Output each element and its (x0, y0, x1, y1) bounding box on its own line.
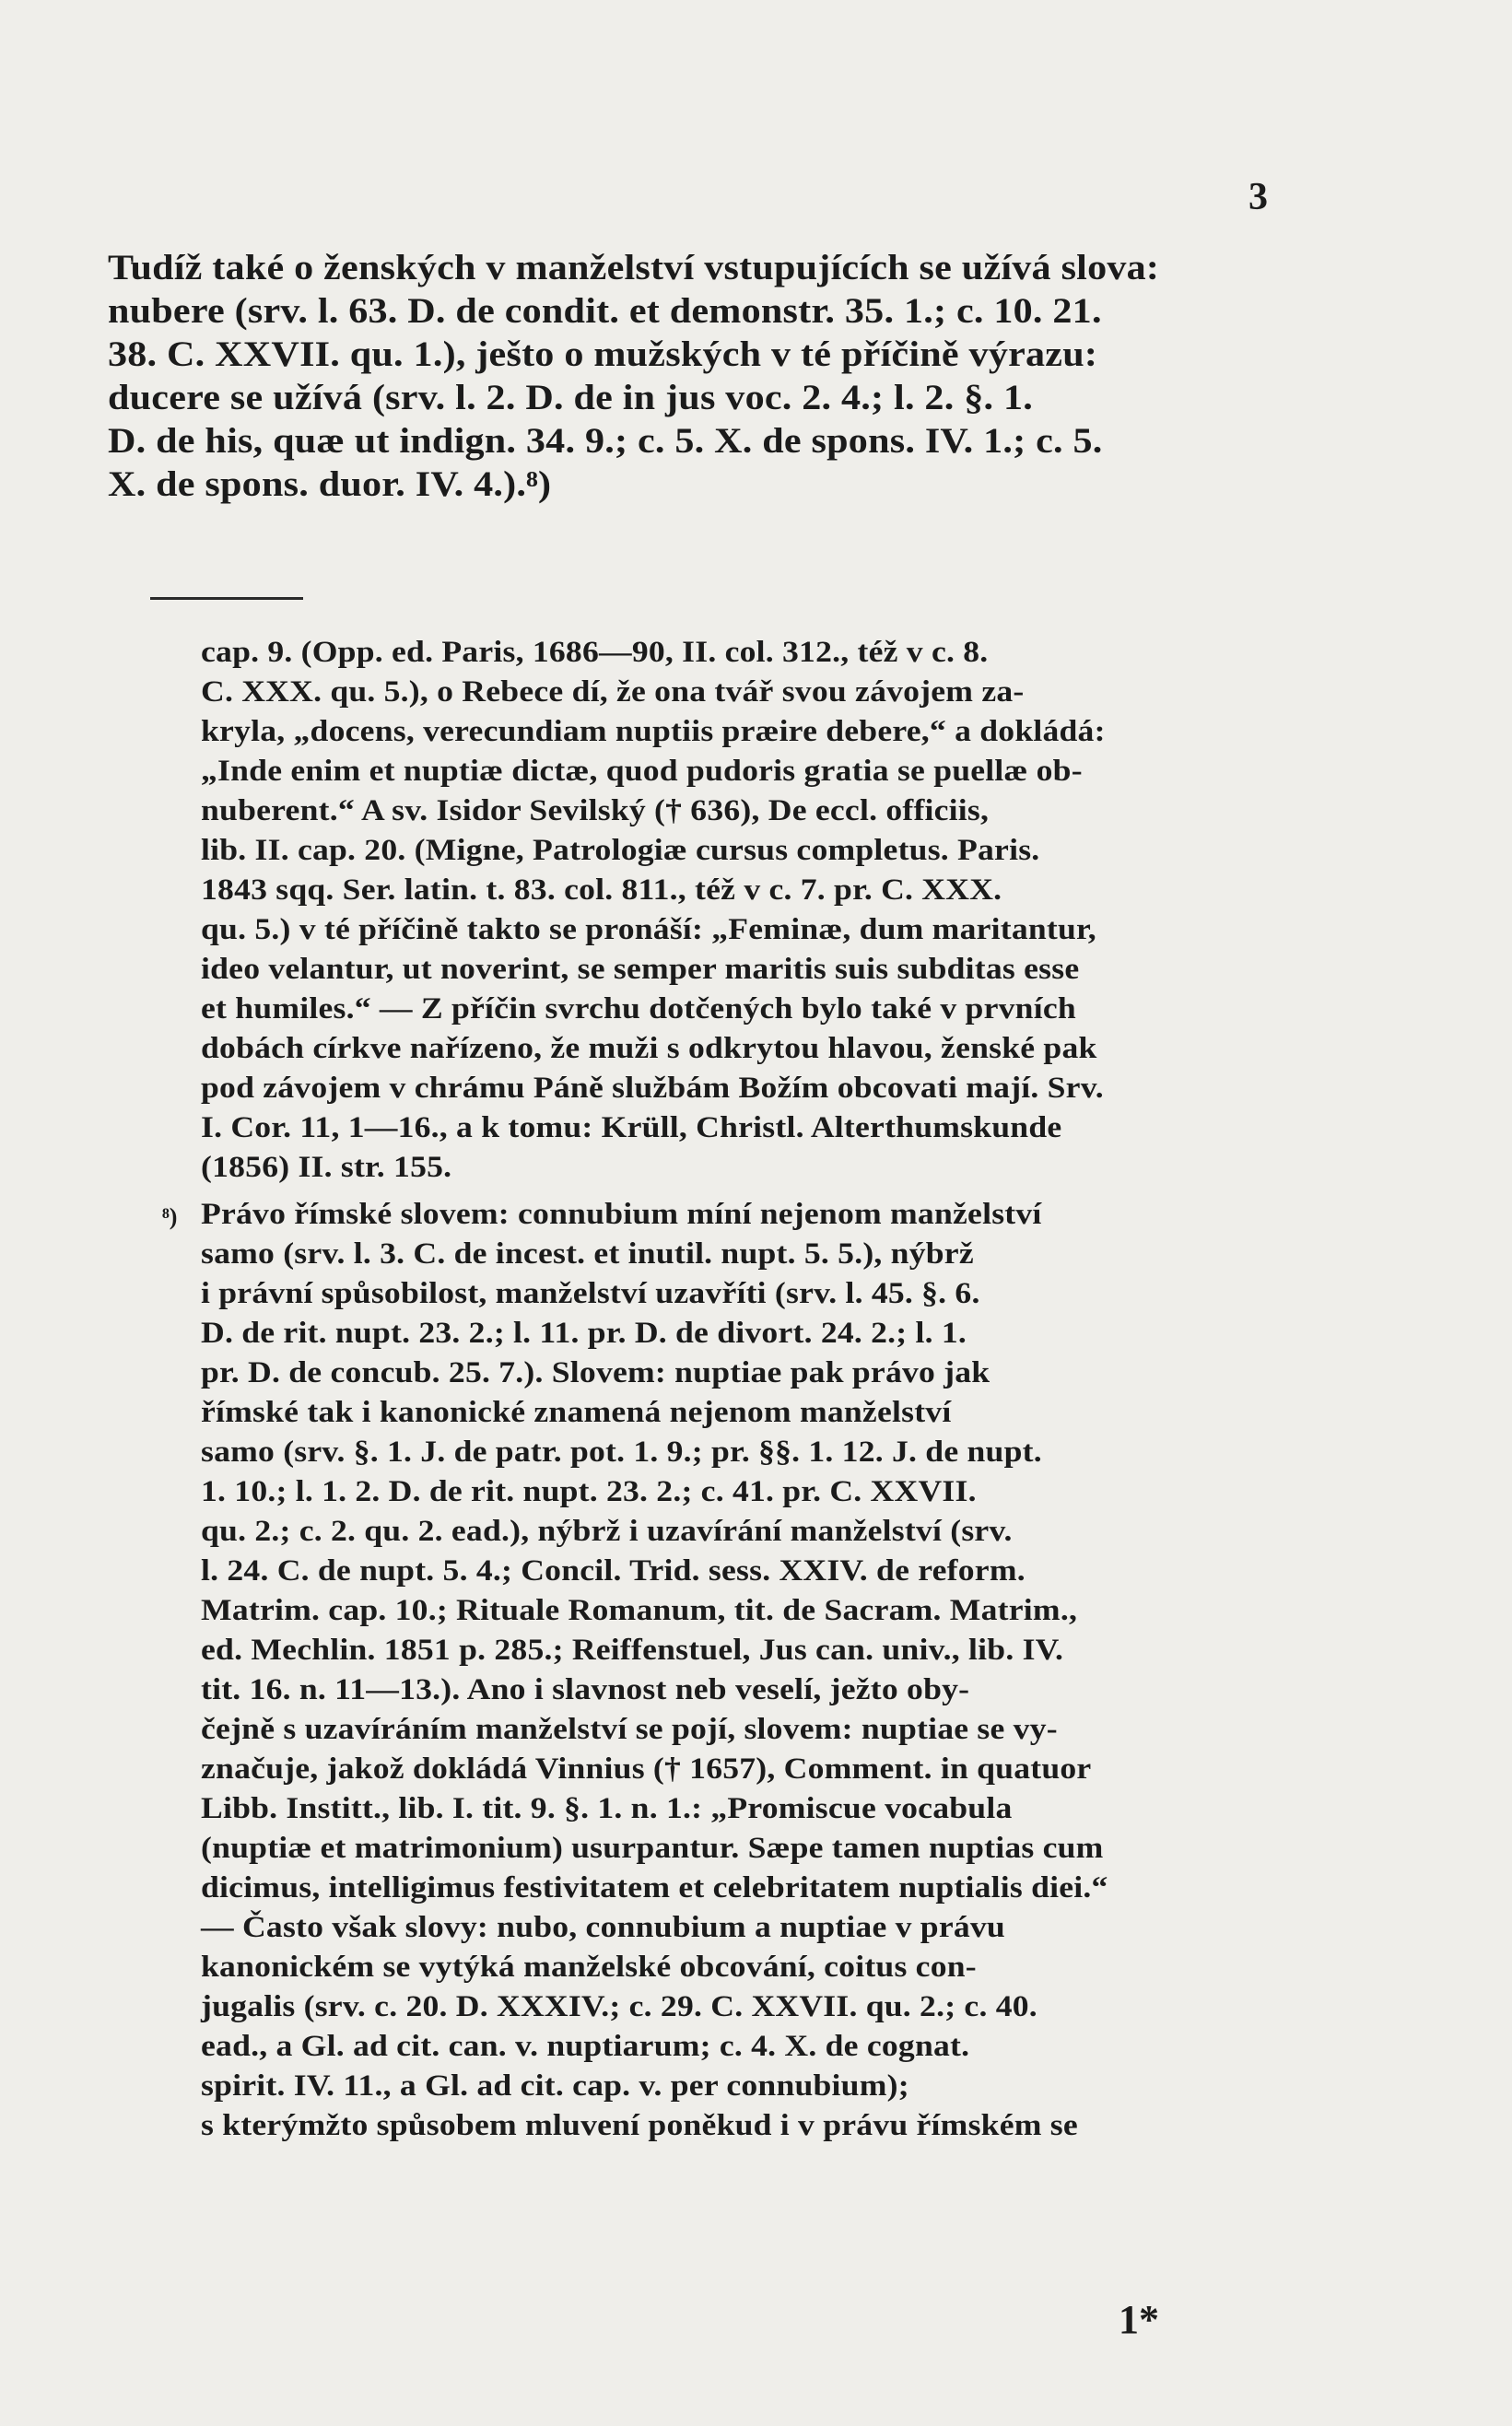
footnote-line: spirit. IV. 11., a Gl. ad cit. cap. v. per connubium); (201, 2069, 909, 2103)
footnote-line: samo (srv. l. 3. C. de incest. et inutil. nupt. 5. 5.), nýbrž (201, 1237, 974, 1271)
footnote-line: 1843 sqq. Ser. latin. t. 83. col. 811., též v c. 7. pr. C. XXX. (201, 873, 1002, 907)
body-line: 38. C. XXVII. qu. 1.), ješto o mužských v té příčině výrazu: (108, 334, 1098, 374)
footnote-line: dobách církve nařízeno, že muži s odkrytou hlavou, ženské pak (201, 1032, 1097, 1065)
footnote-line: ideo velantur, ut noverint, se semper maritis suis subditas esse (201, 953, 1080, 986)
footnote-line: C. XXX. qu. 5.), o Rebece dí, že ona tvář svou závojem za- (201, 675, 1025, 709)
body-line: ducere se užívá (srv. l. 2. D. de in jus voc. 2. 4.; l. 2. §. 1. (108, 378, 1033, 417)
footnote-line: 1. 10.; l. 1. 2. D. de rit. nupt. 23. 2.; c. 41. pr. C. XXVII. (201, 1475, 977, 1508)
footnote-line: pod závojem v chrámu Páně službám Božím obcovati mají. Srv. (201, 1072, 1104, 1105)
signature-mark: 1* (1119, 2297, 1159, 2342)
footnote-line: s kterýmžto spůsobem mluvení poněkud i v právu římském se (201, 2109, 1078, 2142)
footnote-line: jugalis (srv. c. 20. D. XXXIV.; c. 29. C. XXVII. qu. 2.; c. 40. (201, 1990, 1037, 2023)
footnote-line: tit. 16. n. 11—13.). Ano i slavnost neb veselí, ježto oby- (201, 1673, 970, 1706)
footnote-line: qu. 2.; c. 2. qu. 2. ead.), nýbrž i uzavírání manželství (srv. (201, 1515, 1013, 1548)
footnote-line: samo (srv. §. 1. J. de patr. pot. 1. 9.; pr. §§. 1. 12. J. de nupt. (201, 1436, 1042, 1469)
footnote-line: ed. Mechlin. 1851 p. 285.; Reiffenstuel, Jus can. univ., lib. IV. (201, 1634, 1064, 1667)
body-line: nubere (srv. l. 63. D. de condit. et demonstr. 35. 1.; c. 10. 21. (108, 291, 1102, 331)
footnote-line: — Často však slovy: nubo, connubium a nuptiae v právu (201, 1911, 1005, 1944)
footnote-line: I. Cor. 11, 1—16., a k tomu: Krüll, Christl. Alterthumskunde (201, 1111, 1062, 1144)
footnote-line: pr. D. de concub. 25. 7.). Slovem: nuptiae pak právo jak (201, 1356, 990, 1389)
page-number: 3 (1248, 176, 1268, 218)
footnote-line: cap. 9. (Opp. ed. Paris, 1686—90, II. col. 312., též v c. 8. (201, 636, 989, 669)
footnote-line: kanonickém se vytýká manželské obcování, coitus con- (201, 1951, 977, 1984)
footnote-line: nuberent.“ A sv. Isidor Sevilský († 636), De eccl. officiis, (201, 794, 990, 827)
footnote-marker: ⁸) (162, 1203, 178, 1230)
footnote-line: dicimus, intelligimus festivitatem et celebritatem nuptialis diei.“ (201, 1871, 1108, 1904)
footnote-line: římské tak i kanonické znamená nejenom manželství (201, 1396, 952, 1429)
body-line: X. de spons. duor. IV. 4.).⁸) (108, 464, 552, 504)
footnote-line: D. de rit. nupt. 23. 2.; l. 11. pr. D. de divort. 24. 2.; l. 1. (201, 1317, 967, 1350)
footnote-line: čejně s uzavíráním manželství se pojí, slovem: nuptiae se vy- (201, 1713, 1058, 1746)
footnote-line: qu. 5.) v té příčině takto se pronáší: „Feminæ, dum maritantur, (201, 913, 1096, 946)
footnote-line: Právo římské slovem: connubium míní nejenom manželství (201, 1198, 1042, 1231)
footnote-line: (nuptiæ et matrimonium) usurpantur. Sæpe tamen nuptias cum (201, 1832, 1104, 1865)
footnote-separator (150, 597, 303, 600)
footnote-line: lib. II. cap. 20. (Migne, Patrologiæ cursus completus. Paris. (201, 834, 1040, 867)
footnote-line: Matrim. cap. 10.; Rituale Romanum, tit. de Sacram. Matrim., (201, 1594, 1078, 1627)
body-line: D. de his, quæ ut indign. 34. 9.; c. 5. X. de spons. IV. 1.; c. 5. (108, 421, 1103, 461)
footnote-line: „Inde enim et nuptiæ dictæ, quod pudoris gratia se puellæ ob- (201, 755, 1083, 788)
footnote-line: et humiles.“ — Z příčin svrchu dotčených bylo také v prvních (201, 992, 1076, 1025)
footnote-line: ead., a Gl. ad cit. can. v. nuptiarum; c. 4. X. de cognat. (201, 2030, 970, 2063)
footnote-line: značuje, jakož dokládá Vinnius († 1657), Comment. in quatuor (201, 1752, 1092, 1786)
footnote-line: (1856) II. str. 155. (201, 1151, 452, 1184)
footnote-line: l. 24. C. de nupt. 5. 4.; Concil. Trid. sess. XXIV. de reform. (201, 1554, 1026, 1588)
footnote-line: kryla, „docens, verecundiam nuptiis præire debere,“ a dokládá: (201, 715, 1106, 748)
footnote-line: Libb. Institt., lib. I. tit. 9. §. 1. n. 1.: „Promiscue vocabula (201, 1792, 1013, 1825)
body-line: Tudíž také o ženských v manželství vstupujících se užívá slova: (108, 248, 1160, 287)
footnote-line: i právní spůsobilost, manželství uzavříti (srv. l. 45. §. 6. (201, 1277, 980, 1310)
